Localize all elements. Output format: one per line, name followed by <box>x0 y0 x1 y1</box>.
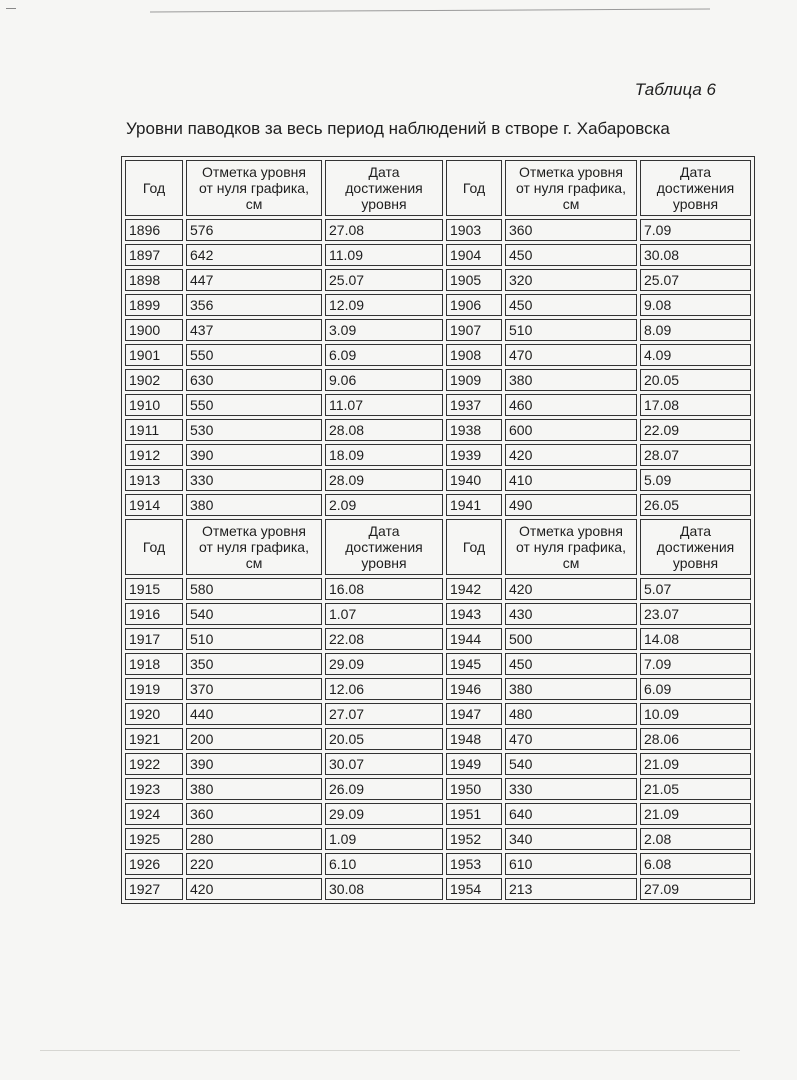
level-cell: 280 <box>186 828 322 850</box>
level-cell: 350 <box>186 653 322 675</box>
year-cell: 1954 <box>446 878 502 900</box>
date-cell: 29.09 <box>325 803 443 825</box>
table-row <box>125 444 751 466</box>
level-cell: 642 <box>186 244 322 266</box>
year-cell: 1940 <box>446 469 502 491</box>
date-cell: 17.08 <box>640 394 751 416</box>
level-cell: 430 <box>505 603 637 625</box>
year-cell: 1914 <box>125 494 183 516</box>
level-cell: 530 <box>186 419 322 441</box>
year-cell: 1912 <box>125 444 183 466</box>
level-cell: 390 <box>186 753 322 775</box>
table-header-row <box>125 519 751 575</box>
header-level <box>505 160 637 216</box>
date-cell: 1.07 <box>325 603 443 625</box>
header-level-line: Отметка уровня <box>202 164 306 180</box>
date-cell: 12.06 <box>325 678 443 700</box>
date-cell: 14.08 <box>640 628 751 650</box>
header-date <box>325 160 443 216</box>
header-level-line: Отметка уровня <box>519 523 623 539</box>
table-row <box>125 294 751 316</box>
year-cell: 1919 <box>125 678 183 700</box>
year-cell: 1927 <box>125 878 183 900</box>
header-level-line: от нуля графика, <box>516 539 626 555</box>
table-row <box>125 728 751 750</box>
date-cell: 26.09 <box>325 778 443 800</box>
date-cell: 4.09 <box>640 344 751 366</box>
header-year: Год <box>446 519 502 575</box>
table-row <box>125 344 751 366</box>
header-date-line: достижения <box>656 539 735 555</box>
year-cell: 1946 <box>446 678 502 700</box>
table-header-row <box>125 160 751 216</box>
header-date-line: Дата <box>679 523 711 539</box>
date-cell: 9.06 <box>325 369 443 391</box>
header-date-line: Дата <box>679 164 711 180</box>
level-cell: 330 <box>186 469 322 491</box>
header-date <box>640 160 751 216</box>
year-cell: 1901 <box>125 344 183 366</box>
date-cell: 22.09 <box>640 419 751 441</box>
date-cell: 26.05 <box>640 494 751 516</box>
header-year: Год <box>125 519 183 575</box>
level-cell: 640 <box>505 803 637 825</box>
level-cell: 380 <box>186 494 322 516</box>
header-level-line: см <box>562 555 580 571</box>
year-cell: 1896 <box>125 219 183 241</box>
level-cell: 200 <box>186 728 322 750</box>
table-row <box>125 419 751 441</box>
table-row <box>125 369 751 391</box>
level-cell: 460 <box>505 394 637 416</box>
level-cell: 370 <box>186 678 322 700</box>
year-cell: 1907 <box>446 319 502 341</box>
date-cell: 27.07 <box>325 703 443 725</box>
header-date-line: уровня <box>361 555 407 571</box>
level-cell: 437 <box>186 319 322 341</box>
year-cell: 1905 <box>446 269 502 291</box>
table-row <box>125 319 751 341</box>
year-cell: 1904 <box>446 244 502 266</box>
date-cell: 2.08 <box>640 828 751 850</box>
level-cell: 576 <box>186 219 322 241</box>
header-level-line: от нуля графика, <box>516 180 626 196</box>
header-date-line: достижения <box>345 180 423 196</box>
header-date-line: достижения <box>656 180 735 196</box>
date-cell: 28.06 <box>640 728 751 750</box>
year-cell: 1951 <box>446 803 502 825</box>
year-cell: 1897 <box>125 244 183 266</box>
date-cell: 28.09 <box>325 469 443 491</box>
header-date-line: достижения <box>345 539 423 555</box>
year-cell: 1943 <box>446 603 502 625</box>
date-cell: 20.05 <box>640 369 751 391</box>
year-cell: 1925 <box>125 828 183 850</box>
table-row <box>125 753 751 775</box>
date-cell: 11.07 <box>325 394 443 416</box>
level-cell: 420 <box>505 444 637 466</box>
table-number: Таблица 6 <box>634 80 716 99</box>
date-cell: 23.07 <box>640 603 751 625</box>
date-cell: 11.09 <box>325 244 443 266</box>
level-cell: 380 <box>505 369 637 391</box>
level-cell: 550 <box>186 344 322 366</box>
level-cell: 390 <box>186 444 322 466</box>
level-cell: 360 <box>186 803 322 825</box>
date-cell: 12.09 <box>325 294 443 316</box>
table-row <box>125 219 751 241</box>
level-cell: 220 <box>186 853 322 875</box>
level-cell: 213 <box>505 878 637 900</box>
year-cell: 1908 <box>446 344 502 366</box>
level-cell: 440 <box>186 703 322 725</box>
date-cell: 21.09 <box>640 803 751 825</box>
scan-artifact-line <box>150 9 710 13</box>
level-cell: 540 <box>505 753 637 775</box>
header-level-line: см <box>245 196 263 212</box>
date-cell: 1.09 <box>325 828 443 850</box>
date-cell: 22.08 <box>325 628 443 650</box>
date-cell: 18.09 <box>325 444 443 466</box>
table-row <box>125 678 751 700</box>
date-cell: 28.08 <box>325 419 443 441</box>
date-cell: 21.09 <box>640 753 751 775</box>
year-cell: 1937 <box>446 394 502 416</box>
level-cell: 450 <box>505 294 637 316</box>
date-cell: 7.09 <box>640 653 751 675</box>
table-row <box>125 778 751 800</box>
header-level <box>186 519 322 575</box>
date-cell: 7.09 <box>640 219 751 241</box>
date-cell: 9.08 <box>640 294 751 316</box>
date-cell: 25.07 <box>325 269 443 291</box>
date-cell: 30.07 <box>325 753 443 775</box>
year-cell: 1906 <box>446 294 502 316</box>
year-cell: 1945 <box>446 653 502 675</box>
date-cell: 30.08 <box>640 244 751 266</box>
date-cell: 3.09 <box>325 319 443 341</box>
level-cell: 340 <box>505 828 637 850</box>
header-level-line: от нуля графика, <box>199 539 309 555</box>
year-cell: 1918 <box>125 653 183 675</box>
year-cell: 1941 <box>446 494 502 516</box>
date-cell: 8.09 <box>640 319 751 341</box>
header-level-line: Отметка уровня <box>202 523 306 539</box>
table-row <box>125 244 751 266</box>
header-year: Год <box>125 160 183 216</box>
table-row <box>125 803 751 825</box>
date-cell: 10.09 <box>640 703 751 725</box>
year-cell: 1902 <box>125 369 183 391</box>
level-cell: 510 <box>186 628 322 650</box>
date-cell: 27.08 <box>325 219 443 241</box>
year-cell: 1953 <box>446 853 502 875</box>
scan-artifact-line-bottom <box>40 1050 740 1051</box>
year-cell: 1910 <box>125 394 183 416</box>
year-cell: 1948 <box>446 728 502 750</box>
table-row <box>125 853 751 875</box>
year-cell: 1944 <box>446 628 502 650</box>
level-cell: 380 <box>186 778 322 800</box>
table-row <box>125 653 751 675</box>
date-cell: 6.08 <box>640 853 751 875</box>
level-cell: 500 <box>505 628 637 650</box>
year-cell: 1949 <box>446 753 502 775</box>
level-cell: 380 <box>505 678 637 700</box>
year-cell: 1898 <box>125 269 183 291</box>
header-year: Год <box>446 160 502 216</box>
date-cell: 6.09 <box>640 678 751 700</box>
year-cell: 1917 <box>125 628 183 650</box>
year-cell: 1938 <box>446 419 502 441</box>
header-level-line: Отметка уровня <box>519 164 623 180</box>
level-cell: 510 <box>505 319 637 341</box>
date-cell: 28.07 <box>640 444 751 466</box>
year-cell: 1922 <box>125 753 183 775</box>
table-row <box>125 828 751 850</box>
header-date-line: Дата <box>368 164 400 180</box>
level-cell: 420 <box>186 878 322 900</box>
scan-artifact-mark <box>6 8 16 9</box>
header-level <box>186 160 322 216</box>
level-cell: 470 <box>505 344 637 366</box>
year-cell: 1924 <box>125 803 183 825</box>
header-date-line: уровня <box>672 555 719 571</box>
table-row <box>125 469 751 491</box>
level-cell: 550 <box>186 394 322 416</box>
level-cell: 356 <box>186 294 322 316</box>
table-row <box>125 603 751 625</box>
date-cell: 29.09 <box>325 653 443 675</box>
level-cell: 490 <box>505 494 637 516</box>
year-cell: 1911 <box>125 419 183 441</box>
header-date-line: уровня <box>361 196 407 212</box>
year-cell: 1909 <box>446 369 502 391</box>
year-cell: 1923 <box>125 778 183 800</box>
header-date-line: уровня <box>672 196 719 212</box>
level-cell: 580 <box>186 578 322 600</box>
level-cell: 447 <box>186 269 322 291</box>
table-row <box>125 394 751 416</box>
level-cell: 630 <box>186 369 322 391</box>
level-cell: 470 <box>505 728 637 750</box>
header-level <box>505 519 637 575</box>
date-cell: 5.09 <box>640 469 751 491</box>
year-cell: 1950 <box>446 778 502 800</box>
date-cell: 30.08 <box>325 878 443 900</box>
level-cell: 420 <box>505 578 637 600</box>
level-cell: 610 <box>505 853 637 875</box>
year-cell: 1942 <box>446 578 502 600</box>
date-cell: 16.08 <box>325 578 443 600</box>
header-date <box>325 519 443 575</box>
table-row <box>125 878 751 900</box>
level-cell: 360 <box>505 219 637 241</box>
flood-levels-table <box>121 156 755 904</box>
header-date <box>640 519 751 575</box>
year-cell: 1947 <box>446 703 502 725</box>
year-cell: 1952 <box>446 828 502 850</box>
year-cell: 1926 <box>125 853 183 875</box>
level-cell: 450 <box>505 653 637 675</box>
level-cell: 330 <box>505 778 637 800</box>
date-cell: 2.09 <box>325 494 443 516</box>
table-row <box>125 494 751 516</box>
year-cell: 1920 <box>125 703 183 725</box>
date-cell: 6.09 <box>325 344 443 366</box>
level-cell: 410 <box>505 469 637 491</box>
date-cell: 20.05 <box>325 728 443 750</box>
table-row <box>125 703 751 725</box>
header-date-line: Дата <box>368 523 400 539</box>
date-cell: 25.07 <box>640 269 751 291</box>
year-cell: 1913 <box>125 469 183 491</box>
level-cell: 540 <box>186 603 322 625</box>
date-cell: 21.05 <box>640 778 751 800</box>
level-cell: 320 <box>505 269 637 291</box>
date-cell: 6.10 <box>325 853 443 875</box>
year-cell: 1900 <box>125 319 183 341</box>
year-cell: 1939 <box>446 444 502 466</box>
header-level-line: см <box>245 555 263 571</box>
header-level-line: см <box>562 196 580 212</box>
date-cell: 5.07 <box>640 578 751 600</box>
level-cell: 600 <box>505 419 637 441</box>
date-cell: 27.09 <box>640 878 751 900</box>
level-cell: 480 <box>505 703 637 725</box>
year-cell: 1915 <box>125 578 183 600</box>
year-cell: 1916 <box>125 603 183 625</box>
year-cell: 1921 <box>125 728 183 750</box>
year-cell: 1903 <box>446 219 502 241</box>
table-row <box>125 578 751 600</box>
header-level-line: от нуля графика, <box>199 180 309 196</box>
year-cell: 1899 <box>125 294 183 316</box>
document-title: Уровни паводков за весь период наблюдений в створе г. Хабаровска <box>126 119 670 138</box>
table-row <box>125 269 751 291</box>
level-cell: 450 <box>505 244 637 266</box>
table-row <box>125 628 751 650</box>
